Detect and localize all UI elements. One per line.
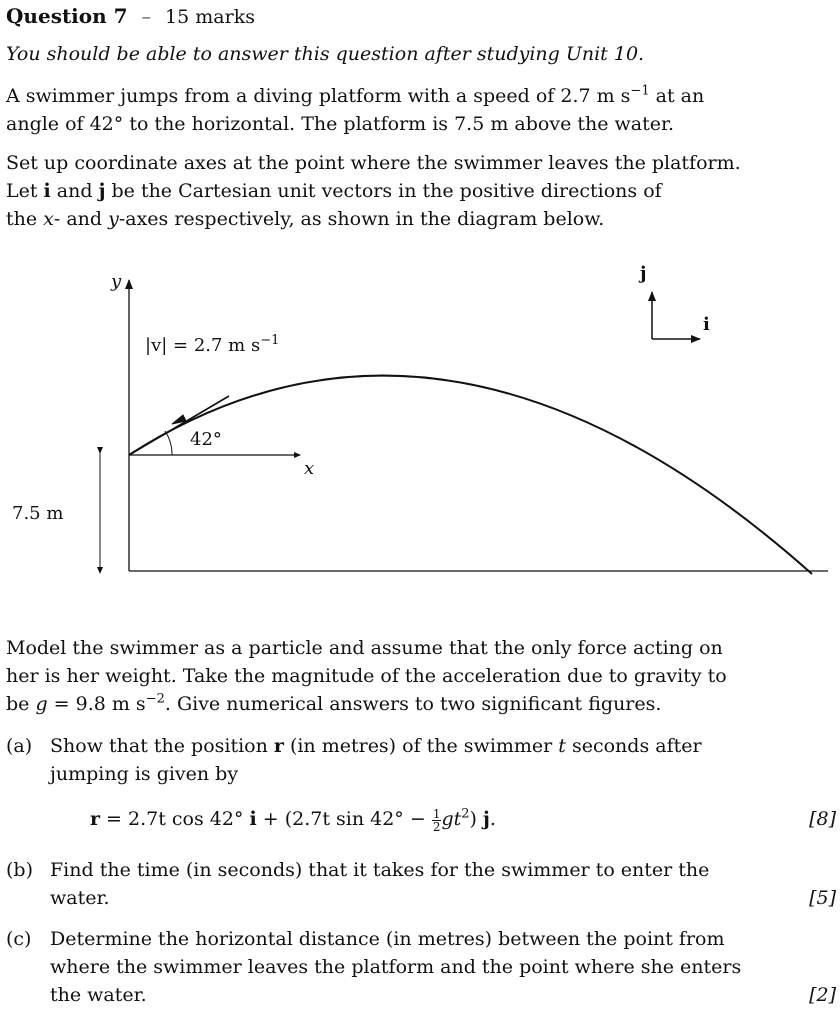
diagram-svg: [0, 250, 840, 590]
position-equation: r = 2.7t cos 42° i + (2.7t sin 42° − $\frac{1}{2}$ $gt^2$) j.: [90, 806, 496, 834]
part-c-line-2: where the swimmer leaves the platform and the point where she enters: [50, 956, 742, 978]
part-a-label: (a): [6, 735, 33, 757]
trajectory-curve: [129, 376, 812, 574]
part-c-label: (c): [6, 928, 32, 950]
study-hint: You should be able to answer this question after studying Unit 10.: [6, 43, 645, 65]
trajectory-diagram: [0, 250, 840, 590]
paragraph-2-line-3: the x- and y-axes respectively, as shown in the diagram below.: [6, 208, 605, 230]
x-axis-label: x: [304, 458, 315, 479]
part-c-line-1: (c) Determine the horizontal distance (in metres) between the point from: [6, 925, 725, 953]
part-b-line-1: (b) Find the time (in seconds) that it takes for the swimmer to enter the: [6, 856, 709, 884]
part-b-line-2: water.: [50, 887, 110, 909]
question-marks: 15 marks: [165, 6, 255, 28]
speed-label: |v| = 2.7 m $s^{-1}$: [145, 333, 280, 356]
question-number: Question 7: [6, 4, 128, 28]
part-a-line-1: (a) Show that the position r (in metres) of the swimmer t seconds after: [6, 732, 702, 760]
paragraph-3-line-1: Model the swimmer as a particle and assume that the only force acting on: [6, 637, 723, 659]
paragraph-2-line-1: Set up coordinate axes at the point where the swimmer leaves the platform.: [6, 152, 741, 174]
paragraph-2-line-2: Let i and j be the Cartesian unit vectors in the positive directions of: [6, 180, 662, 202]
paragraph-1-line-2: angle of 42° to the horizontal. The platform is 7.5 m above the water.: [6, 113, 675, 135]
part-b-marks: [5]: [809, 887, 836, 909]
unit-j-label: j: [640, 263, 647, 284]
paragraph-3-line-2: her is her weight. Take the magnitude of the acceleration due to gravity to: [6, 665, 727, 687]
angle-arc: [165, 431, 172, 455]
unit-i-label: i: [703, 314, 710, 335]
half-fraction: $\frac{1}{2}$: [432, 806, 441, 834]
part-c-line-3: the water.: [50, 984, 147, 1006]
angle-label: 42°: [190, 429, 222, 450]
paragraph-1-line-1: A swimmer jumps from a diving platform with a speed of 2.7 m $s^{-1}$ at an: [6, 83, 705, 107]
header-dash: –: [141, 6, 152, 28]
question-header: [6, 2, 255, 31]
paragraph-3-line-3: be g = 9.8 m $s^{-2}$. Give numerical answers to two significant figures.: [6, 691, 662, 715]
part-a-marks: [8]: [809, 808, 836, 830]
part-b-label: (b): [6, 859, 33, 881]
y-axis-label: y: [111, 271, 122, 292]
height-label: 7.5 m: [12, 503, 64, 524]
part-c-marks: [2]: [809, 984, 836, 1006]
part-a-line-2: jumping is given by: [50, 763, 239, 785]
